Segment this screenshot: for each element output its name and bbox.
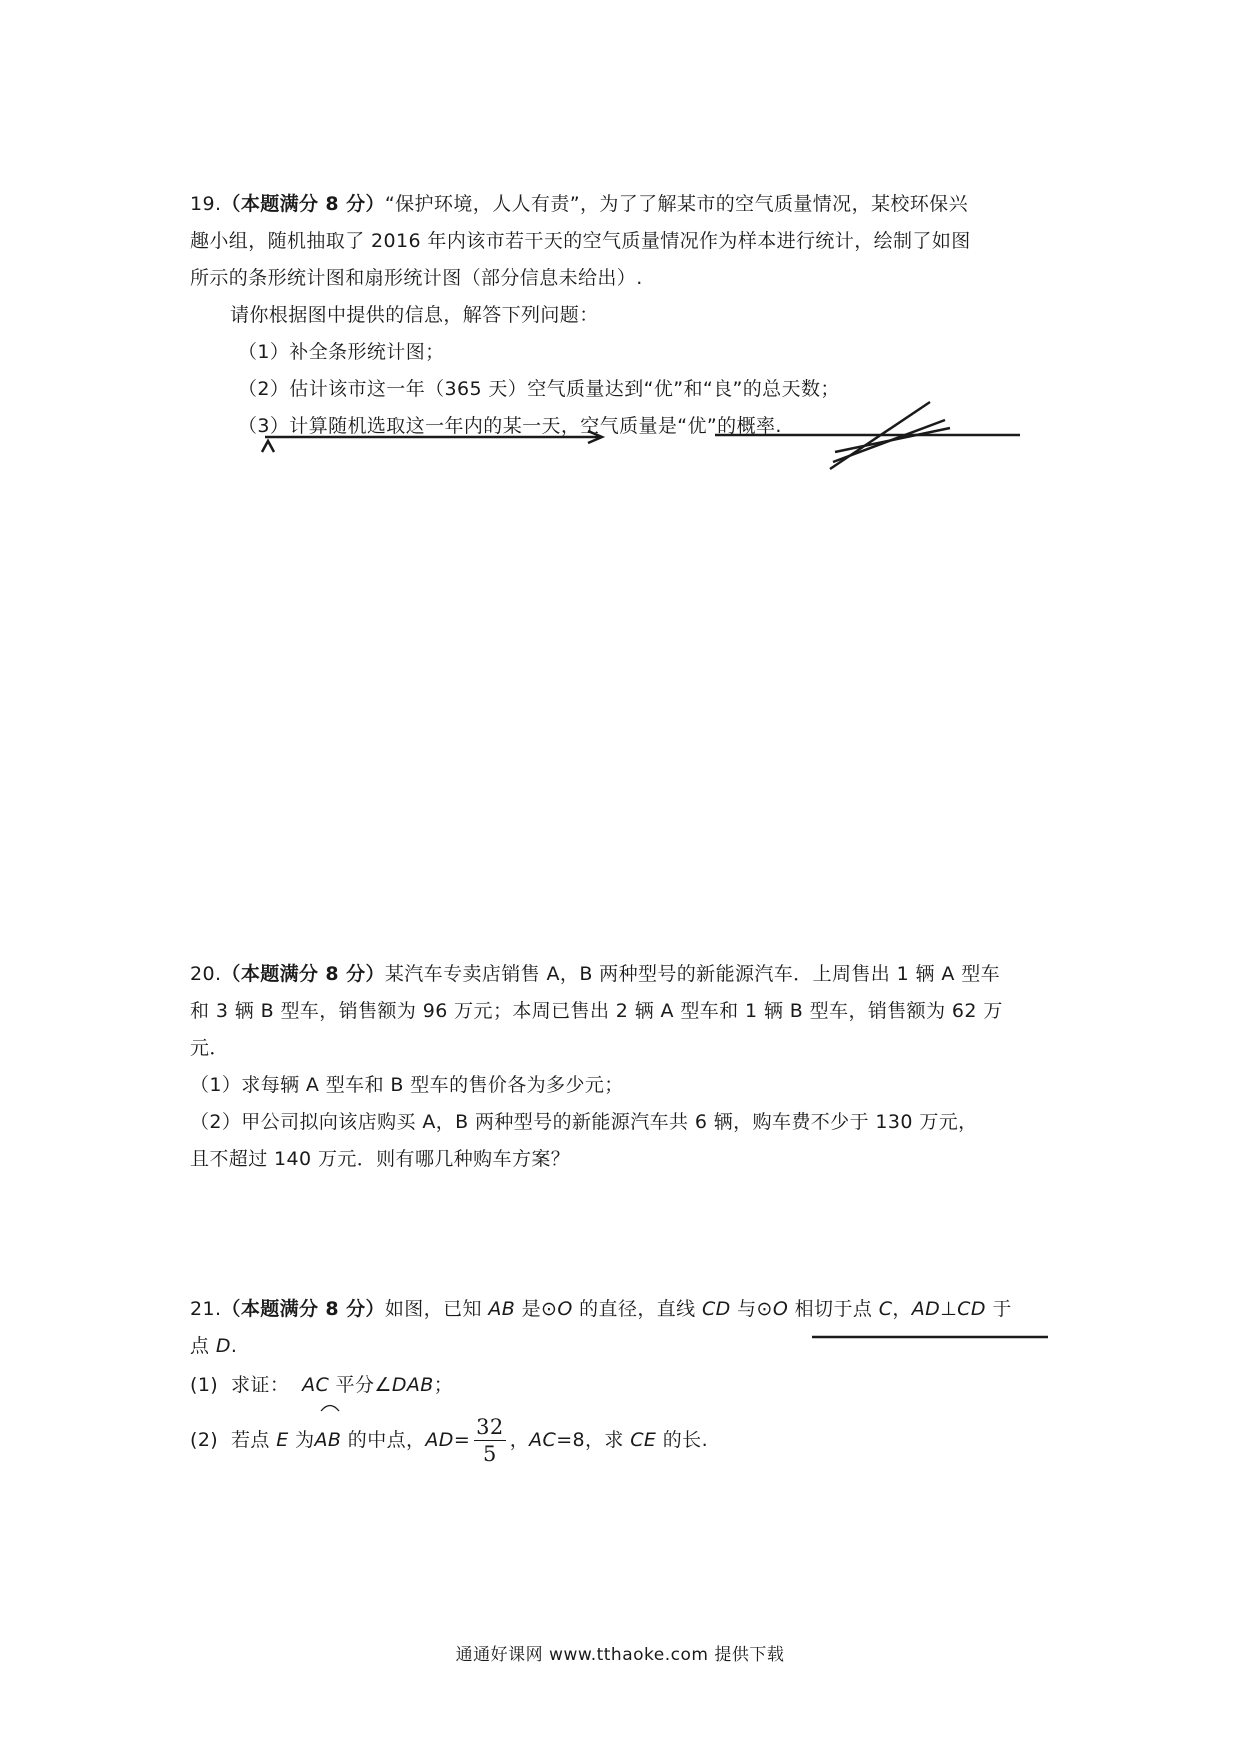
q21-var-cd: CD bbox=[957, 1298, 986, 1320]
q21-text: 若点 bbox=[231, 1429, 277, 1451]
q21-text: ⊥ bbox=[940, 1298, 958, 1320]
q21-points: （本题满分 8 分） bbox=[221, 1298, 385, 1320]
q21-number: 21. bbox=[190, 1298, 222, 1320]
q21-text: 求证： bbox=[231, 1374, 290, 1396]
q21-text: = bbox=[453, 1429, 471, 1451]
q20-item-3: 且不超过 140 万元．则有哪几种购车方案？ bbox=[190, 1148, 571, 1170]
q21-var-dab: DAB bbox=[391, 1374, 434, 1396]
q21-text: 平分∠ bbox=[329, 1374, 392, 1396]
q21-text: 如图，已知 bbox=[384, 1298, 489, 1320]
fraction-denominator: 5 bbox=[483, 1442, 497, 1466]
q20-points: （本题满分 8 分） bbox=[221, 963, 385, 985]
q21-var-arc-ab: AB bbox=[314, 1429, 342, 1451]
q21-var-c: C bbox=[878, 1298, 893, 1320]
q21-text: =8，求 bbox=[556, 1429, 631, 1451]
q19-item-1: （1）补全条形统计图； bbox=[238, 341, 445, 363]
q19-line-2: 趣小组，随机抽取了 2016 年内该市若干天的空气质量情况作为样本进行统计，绘制了如图 bbox=[190, 230, 971, 252]
q21-text: 于 bbox=[985, 1298, 1012, 1320]
q21-text: ； bbox=[433, 1374, 454, 1396]
q21-text: 的直径，直线 bbox=[572, 1298, 702, 1320]
q21-text: ， bbox=[892, 1298, 912, 1320]
q19-points: （本题满分 8 分） bbox=[221, 193, 385, 215]
q21-item-1-number: (1) bbox=[190, 1374, 219, 1396]
q19-item-3: （3）计算随机选取这一年内的某一天，空气质量是“优”的概率. bbox=[238, 415, 782, 437]
q21-text: 点 bbox=[190, 1335, 216, 1357]
q21-item-2-number: (2) bbox=[190, 1429, 219, 1451]
q21-text: 是⊙ bbox=[515, 1298, 558, 1320]
q19-text-1: “保护环境，人人有责”，为了了解某市的空气质量情况，某校环保兴 bbox=[384, 193, 968, 215]
q21-var-ad: AD bbox=[911, 1298, 941, 1320]
page-footer: 通通好课网 www.tthaoke.com 提供下载 bbox=[455, 1645, 785, 1665]
q19-item-2: （2）估计该市这一年（365 天）空气质量达到“优”和“良”的总天数； bbox=[238, 378, 840, 400]
q21-var-ad: AD bbox=[425, 1429, 454, 1451]
q21-text: 的中点， bbox=[341, 1429, 426, 1451]
q19-number: 19. bbox=[190, 193, 222, 215]
q21-text: ， bbox=[509, 1429, 530, 1451]
q21-var-o: O bbox=[772, 1298, 789, 1320]
q20-line-3: 元． bbox=[190, 1037, 229, 1059]
q20-line-2: 和 3 辆 B 型车，销售额为 96 万元；本周已售出 2 辆 A 型车和 1 辆 B 型车，销售额为 62 万 bbox=[190, 1000, 1003, 1022]
q20-number: 20. bbox=[190, 963, 222, 985]
q21-text: 为 bbox=[288, 1429, 315, 1451]
fraction-numerator: 32 bbox=[476, 1415, 504, 1439]
q21-text: 的长. bbox=[656, 1429, 709, 1451]
q21-var-o: O bbox=[557, 1298, 573, 1320]
q20-item-1: （1）求每辆 A 型车和 B 型车的售价各为多少元； bbox=[190, 1074, 624, 1096]
q21-var-ce: CE bbox=[630, 1429, 657, 1451]
q21-var-d: D bbox=[215, 1335, 231, 1357]
q21-text: 相切于点 bbox=[788, 1298, 879, 1320]
q19-prompt: 请你根据图中提供的信息，解答下列问题： bbox=[230, 304, 599, 326]
q21-var-ab: AB bbox=[488, 1298, 516, 1320]
q20-item-2: （2）甲公司拟向该店购买 A，B 两种型号的新能源汽车共 6 辆，购车费不少于 130 万元， bbox=[190, 1111, 978, 1133]
q21-var-e: E bbox=[276, 1429, 289, 1451]
q20-text-1: 某汽车专卖店销售 A，B 两种型号的新能源汽车．上周售出 1 辆 A 型车 bbox=[384, 963, 1001, 985]
q21-var-ac: AC bbox=[302, 1374, 330, 1396]
q21-var-cd: CD bbox=[701, 1298, 731, 1320]
q21-text: 与⊙ bbox=[730, 1298, 773, 1320]
q19-line-3: 所示的条形统计图和扇形统计图（部分信息未给出）. bbox=[190, 267, 643, 289]
q21-var-ac: AC bbox=[529, 1429, 557, 1451]
q21-text: . bbox=[230, 1335, 238, 1357]
